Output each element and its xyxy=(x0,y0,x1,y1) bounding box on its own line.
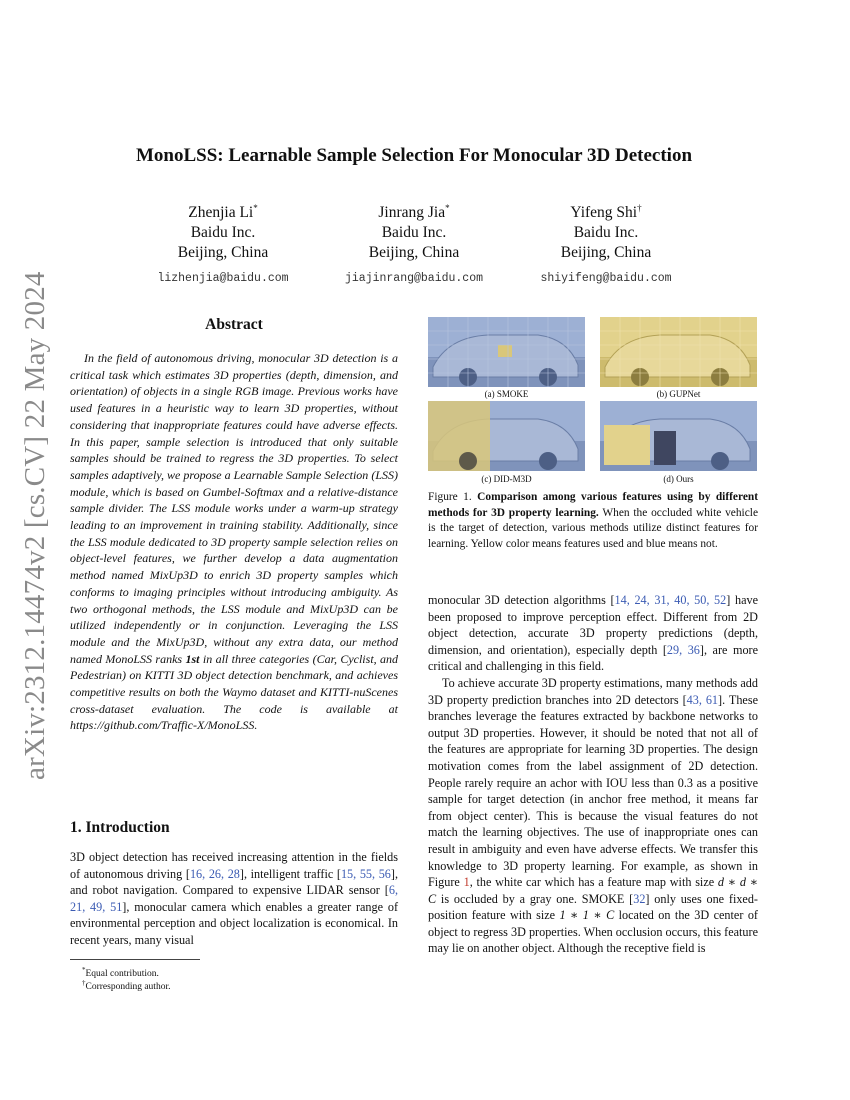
abstract-text: In the field of autonomous driving, monocular 3D detection is a critical task which estimates 3D properties (depth, dimension, and orientation) of objects in a single RGB image. Previous works have used features in a heuristic way to learn 3D properties, without considering that inappropriate features could have adverse effects. In this paper, sample selection is introduced that only suitable samples should be trained to regress the 3D properties. To select samples adaptively, we propose a Learnable Sample Selection (LSS) module, which is based on Gumbel-Softmax and a relative-distance sample divider. The LSS module works under a warm-up strategy leading to an improvement in training stability. Additionally, since the LSS module dedicated to 3D property sample selection relies on object-level features, we further develop a data augmentation method named MixUp3D to enrich 3D property samples which conforms to imaging principles without introducing ambiguity. As two orthogonal methods, the LSS module and MixUp3D can be utilized independently or in conjunction. Leveraging the LSS module and the MixUp3D, without any extra data, our method named MonoLSS ranks xyxy=(70,351,398,666)
car-image-didm3d xyxy=(428,401,585,471)
figure-panel-didm3d xyxy=(428,401,585,471)
subcaption-a: (a) SMOKE xyxy=(484,389,529,399)
author-email[interactable]: shiyifeng@baidu.com xyxy=(540,272,672,286)
text: is occluded by a gray one. SMOKE [ xyxy=(436,891,634,906)
car-image-gupnet xyxy=(600,317,757,387)
text: To achieve accurate 3D property estimations, many methods add 3D property prediction branches into 2D detectors [ xyxy=(428,675,758,707)
caption-bold: Comparison among various features using by different methods for 3D property learning. xyxy=(428,491,758,519)
right-column-body xyxy=(428,592,758,957)
author-2 xyxy=(314,198,514,289)
subcaption-b: (b) GUPNet xyxy=(656,389,701,399)
footnote-text: Equal contribution. xyxy=(85,969,159,980)
math: d ∗ d ∗ C xyxy=(428,875,758,906)
caption-text: When the occluded white vehicle is the target of detection, various methods utilize distinct features for learning. Yellow color means features used and blue means not. xyxy=(428,506,758,550)
citation-link[interactable]: 43, 61 xyxy=(686,692,719,707)
author-email[interactable]: jiajinrang@baidu.com xyxy=(344,272,484,286)
intro-body xyxy=(70,849,398,949)
text: ], are more critical and challenging in this field. xyxy=(428,642,759,674)
author-mark: * xyxy=(445,203,450,213)
intro-heading: 1. Introduction xyxy=(70,819,170,836)
author-affiliation: Baidu Inc. xyxy=(573,224,639,242)
paragraph xyxy=(428,592,758,675)
figure-caption xyxy=(428,490,758,552)
footnote-rule xyxy=(70,959,200,960)
abstract-body xyxy=(70,350,398,734)
figure-panel-ours xyxy=(600,401,757,471)
author-mark: * xyxy=(253,203,258,213)
subcaption-c: (c) DID-M3D xyxy=(481,474,532,484)
author-affiliation: Baidu Inc. xyxy=(381,224,447,242)
text: , the white car which has a feature map with size xyxy=(469,875,718,890)
author-1 xyxy=(123,198,323,289)
citation-link[interactable]: 14, 24, 31, 40, 50, 52 xyxy=(614,593,727,607)
author-location: Beijing, China xyxy=(368,244,460,262)
author-name: Jinrang Jia xyxy=(378,204,446,222)
abstract-rank: 1st xyxy=(185,651,200,666)
text: ]. These branches leverage the features extracted by backbone networks to output 3D properties. However, it should be noted that not all of the features are appropriate for learning 3D properties. The design motivation comes from the label assignment of 2D detection. People rarely require an achor with IOU less than 0.3 as a positive sample for target detection (in anchor free method, it means far from object center). This is because the visual features do not match the learning objectives. The use of inappropriate ones can result in ambiguity and even have adverse effects. We transfer this knowledge to 3D property learning. For example, as shown in Figure xyxy=(428,692,758,890)
subcaption-d: (d) Ours xyxy=(663,474,694,484)
citation-link[interactable]: 16, 26, 28 xyxy=(189,866,240,881)
citation-link[interactable]: 15, 55, 56 xyxy=(340,866,391,881)
author-affiliation: Baidu Inc. xyxy=(190,224,256,242)
figure-link[interactable]: 1 xyxy=(463,875,470,890)
arxiv-identifier: arXiv:2312.14474v2 [cs.CV] 22 May 2024 xyxy=(19,271,51,780)
math: 1 ∗ 1 ∗ C xyxy=(559,908,615,923)
citation-link[interactable]: 32 xyxy=(633,891,646,906)
author-name: Yifeng Shi xyxy=(570,204,638,222)
car-image-smoke xyxy=(428,317,585,387)
intro-text: ], and robot navigation. Compared to expensive LIDAR sensor [ xyxy=(70,866,399,898)
author-email[interactable]: lizhenjia@baidu.com xyxy=(157,272,289,286)
figure-panel-gupnet xyxy=(600,317,757,387)
abstract-text-end: in all three categories (Car, Cyclist, and Pedestrian) on KITTI 3D object detection benchmark, and achieves competitive results on both the Waymo dataset and KITTI-nuScenes cross-dataset evaluation. The code is available at https://github.com/Traffic-X/MonoLSS. xyxy=(70,651,399,733)
text: located on the 3D center of object to regress 3D properties. When occlusion occurs, this feature may lie on another object. Although the receptive field is xyxy=(428,908,758,956)
car-image-ours xyxy=(600,401,757,471)
author-mark: † xyxy=(637,203,642,213)
abstract-heading: Abstract xyxy=(205,316,263,333)
footnote-2 xyxy=(82,977,170,994)
author-name: Zhenjia Li xyxy=(188,204,254,222)
paragraph xyxy=(428,675,758,957)
citation-link[interactable]: 29, 36 xyxy=(666,642,700,657)
intro-text: 3D object detection has received increasing attention in the fields of autonomous driving [ xyxy=(70,850,398,881)
figure-panel-smoke xyxy=(428,317,585,387)
intro-text: ], monocular camera which enables a greater range of environmental perception and object localization is economical. In recent years, many visual xyxy=(70,899,399,947)
text: monocular 3D detection algorithms [ xyxy=(428,593,615,607)
footnote-mark: † xyxy=(82,979,86,987)
footnote-text: Corresponding author. xyxy=(85,982,171,993)
caption-label: Figure 1. xyxy=(428,491,472,503)
text: ] only uses one fixed-position feature with size xyxy=(428,891,758,923)
paper-title: MonoLSS: Learnable Sample Selection For Monocular 3D Detection xyxy=(135,145,693,166)
author-3 xyxy=(506,198,706,289)
intro-text: ], intelligent traffic [ xyxy=(239,866,341,881)
citation-link[interactable]: 6, 21, 49, 51 xyxy=(70,883,398,914)
footnote-mark: * xyxy=(82,966,86,974)
author-location: Beijing, China xyxy=(177,244,269,262)
text: ] have been proposed to improve perception effect. Different from 2D object detection, accurate 3D property predictions (depth, dimension, and orientation), especially depth [ xyxy=(428,593,758,657)
author-location: Beijing, China xyxy=(560,244,652,262)
